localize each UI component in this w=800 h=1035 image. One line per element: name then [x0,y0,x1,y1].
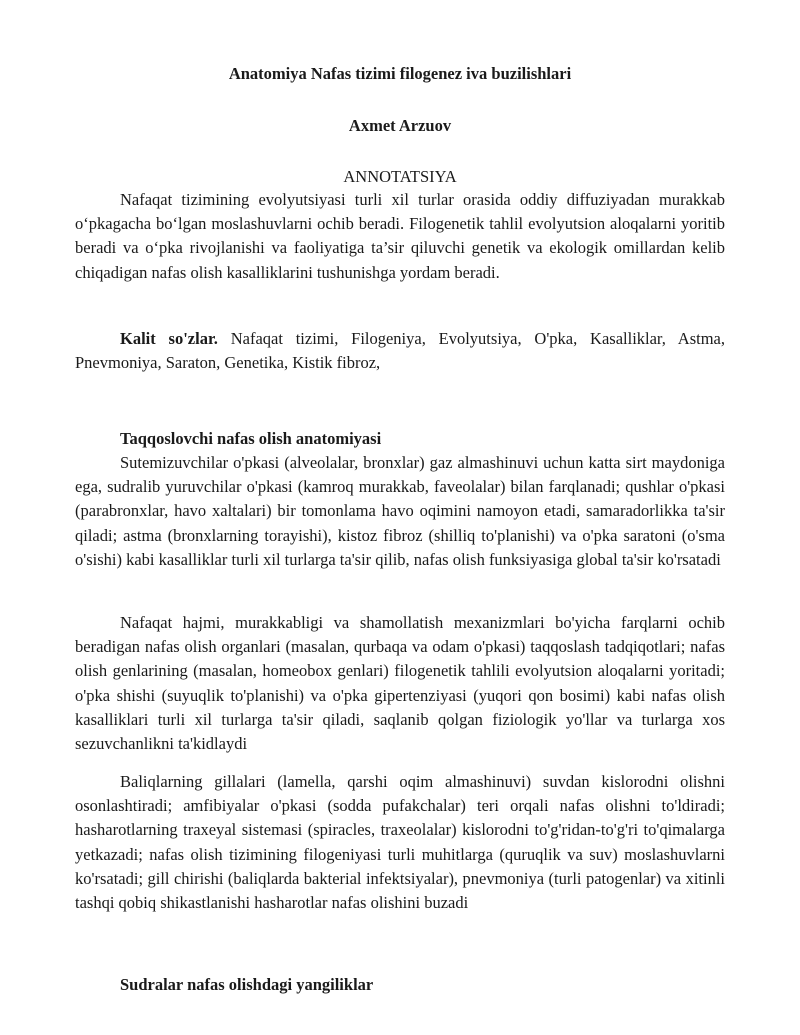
body-paragraph-1: Sutemizuvchilar o'pkasi (alveolalar, bronxlar) gaz almashinuvi uchun katta sirt maydoniga ega, sudralib yuruvchilar o'pkasi (kamroq murakkab, faveolalar) bilan farqlanadi; qushlar o'pkasi (parabronxlar, havo xaltalari) bir tomonlama havo oqimini namoyon etadi, samaradorlikka ta'sir qiladi; astma (bronxlarning torayishi), kistoz fibroz (shilliq to'planishi) va o'pka saratoni (o'sma o'sishi) kabi kasalliklar turli xil turlarga ta'sir qilib, nafas olish funksiyasiga global ta'sir ko'rsatadi [75,453,725,569]
keywords-label: Kalit so'zlar. [120,329,218,348]
section-heading-comparative-anatomy: Taqqoslovchi nafas olish anatomiyasi [120,429,382,448]
body-paragraph-3: Baliqlarning gillalari (lamella, qarshi oqim almashinuvi) suvdan kislorodni olishni osonlashtiradi; amfibiyalar o'pkasi (sodda pufakchalar) teri orqali nafas olishni to'ldiradi; hasharotlarning traxeyal sistemasi (spiracles, traxeolalar) kislorodni to'g'ridan-to'g'ri to'qimalarga yetkazadi; nafas olish tizimining filogeniyasi turli muhitlarga (quruqlik va suv) moslashuvlarni ko'rsatadi; gill chirishi (baliqlarda bakterial infektsiyalar), pnevmoniya (turli patogenlar) va xitinli tashqi qobiq shikastlanishi hasharotlar nafas olishini buzadi [75,772,725,913]
author-name: Axmet Arzuov [348,116,452,135]
annotation-paragraph: Nafaqat tizimining evolyutsiyasi turli xil turlar orasida oddiy diffuziyadan murakkab o‘pkagacha bo‘lgan moslashuvlarni ochib beradi. Filogenetik tahlil evolyutsion aloqalarni yoritib beradi va o‘pka rivojlanishi va faoliyatiga ta’sir qiluvchi genetik va ekologik omillardan kelib chiqadigan nafas olish kasalliklarini tushunishga yordam beradi. [75,190,725,282]
annotation-heading: ANNOTATSIYA [343,167,457,186]
document-title: Anatomiya Nafas tizimi filogenez iva buzilishlari [228,64,572,83]
body-paragraph-2: Nafaqat hajmi, murakkabligi va shamollatish mexanizmlari bo'yicha farqlarni ochib beradigan nafas olish organlari (masalan, qurbaqa va odam o'pkasi) taqqoslash tadqiqotlari; nafas olish genlarining (masalan, homeobox genlari) filogenetik tahlili evolyutsion aloqalarni yoritadi; o'pka shishi (suyuqlik to'planishi) va o'pka gipertenziyasi (yuqori qon bosimi) kabi nafas olish kasalliklari turli xil turlarga ta'sir qiladi, saqlanib qolgan fiziologik yo'llar va turlarga xos sezuvchanlikni ta'kidlaydi [75,613,725,754]
keywords-list: Nafaqat tizimi, Filogeniya, Evolyutsiya, O'pka, Kasalliklar, Astma, Pnevmoniya, Saraton, Genetika, Kistik fibroz, [75,329,725,373]
keywords-paragraph [75,327,725,375]
section-heading-reptile-respiration: Sudralar nafas olishdagi yangiliklar [120,975,374,994]
